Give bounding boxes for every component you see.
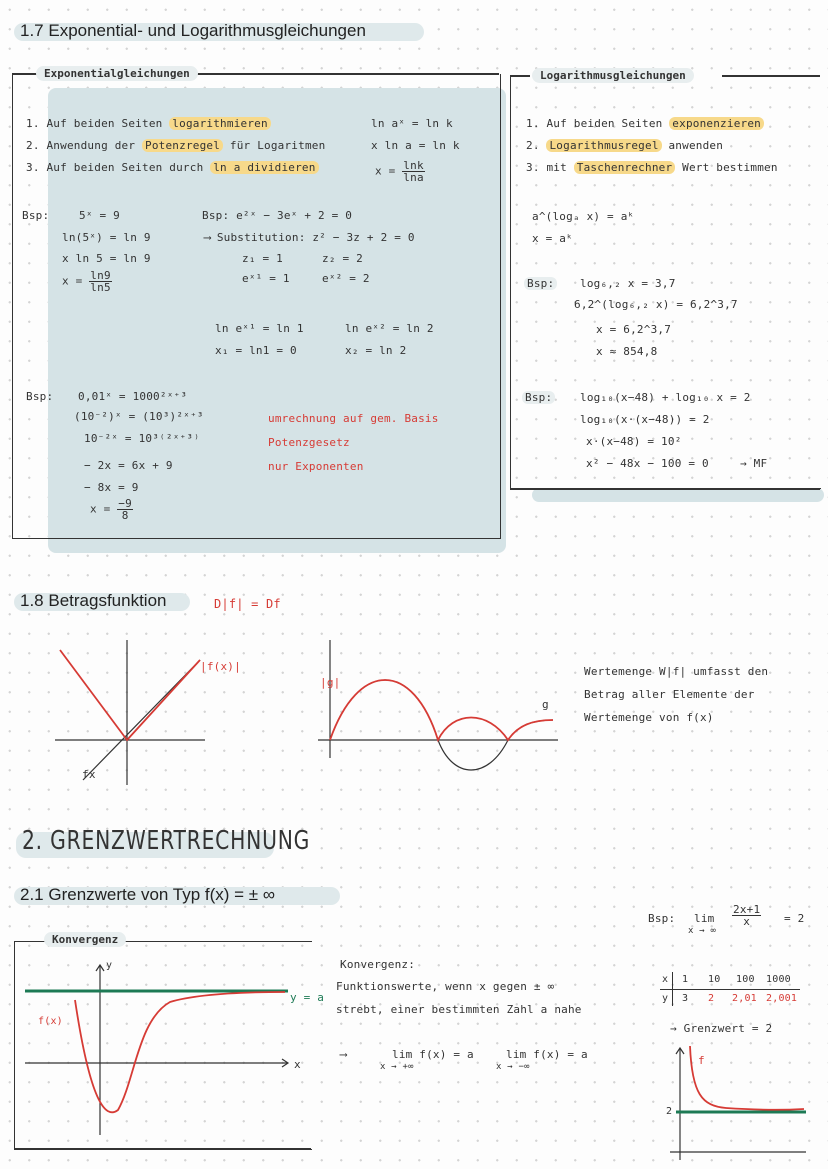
table-row-x: x 1 10 100 1000 [662,974,791,985]
bsp-two-label: 2 [666,1106,673,1117]
bsp-curve [690,1046,804,1110]
expo-rule-2: x ln a = ln k [371,139,460,152]
log-ex2-line4: x² − 48x − 100 = 0 [586,457,709,470]
expo-ex3-line1: 0,01ˣ = 1000²ˣ⁺³ [78,390,188,403]
expo-rule-3: x = $\frac{\ln k}{\ln a}$ [375,159,424,184]
expo-bsp1-label: Bsp: [22,209,50,222]
expo-ex3-line5: − 8x = 9 [84,481,139,494]
expo-ex2-x1: x₁ = ln1 = 0 [215,344,297,357]
log-step-1: 1. Auf beiden Seiten exponenzieren [526,117,764,130]
bsp-f-label: f [698,1054,705,1067]
bsp-limit-label: Bsp: [648,912,676,925]
convergence-graph [20,960,310,1140]
chapter-title-2: 2. GRENZWERTRECHNUNG [22,826,311,856]
expo-ex2-z1: z₁ = 1 [242,252,283,265]
limit-minus-sub: x → −∞ [496,1062,530,1072]
abs-v-graph [55,640,205,790]
log-ex1-line3: x = 6,2^3,7 [596,323,672,336]
limit-plus-main: lim f(x) = a [392,1048,474,1061]
grenzwert-result: → Grenzwert = 2 [670,1022,773,1035]
abs-fx-label: |f(x)| [200,660,241,673]
expo-ex3-line3: 10⁻²ˣ = 10³⁽²ˣ⁺³⁾ [84,432,200,445]
log-step-2: 2. Logarithmusregel anwenden [526,139,724,152]
expo-ex1-line1: 5ˣ = 9 [79,209,120,222]
log-bsp2-label: Bsp: [522,391,555,404]
g-label: g [542,698,549,711]
expo-step-2: 2. Anwendung der Potenzregel für Logaritmen [26,139,326,152]
expo-note-1: umrechnung auf gem. Basis [268,412,439,425]
expo-ex2-line2: ⟶ Substitution: z² − 3z + 2 = 0 [204,231,415,244]
expo-ex2-e2: eˣ² = 2 [322,272,370,285]
log-ex2-line3: x·(x−48) = 10² [586,435,682,448]
log-ex2-mf: → MF [740,457,768,470]
conv-x-label: x [294,1058,301,1071]
expo-bsp2-label: Bsp: [26,390,54,403]
section-title-2-1: 2.1 Grenzwerte von Typ f(x) = ± ∞ [20,885,275,904]
bsp-limit-frac: $\frac{2x+1}{x}$ [733,903,761,928]
log-step-3: 3. mit Taschenrechner Wert bestimmen [526,161,778,174]
desc-line-2: Betrag aller Elemente der [584,688,755,701]
section-title-1-8: 1.8 Betragsfunktion [20,591,167,610]
expo-ex3-line2: (10⁻²)ˣ = (10³)²ˣ⁺³ [74,410,204,423]
limit-minus-main: lim f(x) = a [506,1048,588,1061]
log-ex1-line4: x ≈ 854,8 [596,345,658,358]
abs-fx-line [60,650,200,740]
bsp-limit-lim: lim [694,912,715,925]
expo-ex1-line2: ln(5ˣ) = ln 9 [62,231,151,244]
expo-ex2-z2: z₂ = 2 [322,252,363,265]
log-ex2-line2: log₁₀(x·(x−48)) = 2 [580,413,710,426]
exponential-label: Exponentialgleichungen [36,66,198,81]
expo-ex2-ln1: ln eˣ¹ = ln 1 [215,322,304,335]
log-ex2-line1: log₁₀(x−48) + log₁₀ x = 2 [580,391,751,404]
log-ex1-line1: log₆,₂ x = 3,7 [580,277,676,290]
log-ex1-line2: 6,2^(log₆,₂ x) = 6,2^3,7 [574,298,738,311]
conv-def-line-1: Funktionswerte, wenn x gegen ± ∞ [336,980,555,993]
domain-note: D|f| = Df [214,597,281,611]
abs-wave-graph [318,640,558,760]
limit-plus-sub: x → +∞ [380,1062,414,1072]
expo-ex3-line6: x = $\frac{-9}{8}$ [90,497,132,522]
expo-ex2-ln2: ln eˣ² = ln 2 [345,322,434,335]
conv-def-title: Konvergenz: [340,958,416,971]
log-bsp1-label: Bsp: [524,277,557,290]
fx-curve [75,992,285,1112]
table-row-y: y 3 2 2,01 2,001 [662,993,798,1004]
expo-step-3: 3. Auf beiden Seiten durch ln a dividieren [26,161,319,174]
bsp-limit-eq: = 2 [784,912,805,925]
expo-ex2-x2: x₂ = ln 2 [345,344,407,357]
abs-g-label: |g| [320,676,341,689]
conv-y-label: y [106,960,113,971]
convergence-label: Konvergenz [44,932,126,947]
conv-fx-label: f(x) [38,1016,63,1027]
g-curve [330,680,553,770]
conv-asym-label: y = a [290,991,325,1004]
abs-g-curve [330,680,553,740]
expo-ex1-line3: x ln 5 = ln 9 [62,252,151,265]
expo-rule-1: ln aˣ = ln k [371,117,453,130]
desc-line-1: Wertemenge W|f| umfasst den [584,665,769,678]
fx-label: fx [82,768,96,781]
expo-note-3: nur Exponenten [268,460,364,473]
expo-step-1: 1. Auf beiden Seiten logarithmieren [26,117,271,130]
expo-note-2: Potenzgesetz [268,436,350,449]
log-rule-2: x = aᵏ [532,232,573,245]
bsp-graph [666,1044,816,1160]
desc-line-3: Wertemenge von f(x) [584,711,714,724]
conv-arrow: ⟶ [340,1048,347,1061]
section-title-1-7: 1.7 Exponential- und Logarithmusgleichungen [20,21,366,40]
log-rule-1: a^(logₐ x) = aᵏ [532,210,635,223]
expo-ex1-line4: x = $\frac{\ln 9}{\ln 5}$ [62,269,111,294]
expo-ex3-line4: − 2x = 6x + 9 [84,459,173,472]
bsp-limit-sub: x → ∞ [688,926,717,936]
conv-def-line-2: strebt, einer bestimmten Zahl a nahe [336,1003,582,1016]
expo-ex2-line1: Bsp: e²ˣ − 3eˣ + 2 = 0 [202,209,353,222]
expo-ex2-e1: eˣ¹ = 1 [242,272,290,285]
log-label: Logarithmusgleichungen [532,68,694,83]
